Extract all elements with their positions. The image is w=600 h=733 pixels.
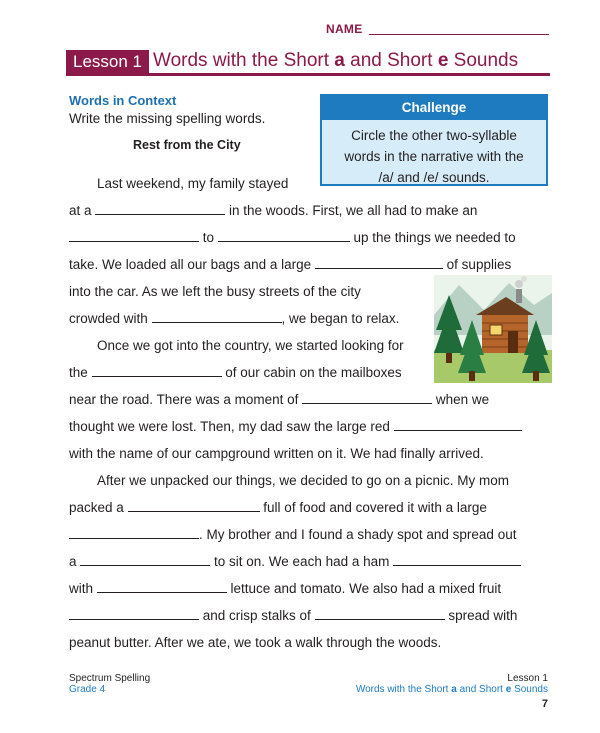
instructions: Write the missing spelling words. — [69, 111, 266, 126]
answer-blank[interactable] — [315, 608, 445, 620]
answer-blank[interactable] — [95, 203, 225, 215]
answer-blank[interactable] — [128, 500, 260, 512]
narrative-text: take. We loaded all our bags and a large — [69, 257, 315, 272]
narrative-text: up the things we needed to — [349, 230, 516, 245]
answer-blank[interactable] — [394, 419, 522, 431]
title-letter-a: a — [334, 50, 345, 71]
narrative-line — [69, 418, 522, 436]
title-part: Words with the Short — [153, 50, 335, 71]
narrative-line — [69, 553, 521, 571]
title-rule — [66, 73, 550, 76]
story-title: Rest from the City — [133, 138, 241, 152]
narrative-text: full of food and covered it with a large — [259, 500, 487, 515]
narrative-text: into the car. As we left the busy streets of the city — [69, 284, 361, 299]
narrative-text: crowded with — [69, 311, 152, 326]
narrative-line — [69, 391, 489, 409]
title-part: Sounds — [448, 50, 519, 71]
narrative-line — [69, 499, 487, 517]
narrative-text: packed a — [69, 500, 128, 515]
challenge-box — [320, 94, 548, 186]
page-number: 7 — [541, 698, 548, 710]
narrative-line — [69, 634, 441, 652]
narrative-text: to sit on. We each had a ham — [210, 554, 394, 569]
narrative-text: a — [69, 554, 81, 569]
narrative-line — [69, 202, 477, 220]
narrative-text: with the name of our campground written on it. We had finally arrived. — [69, 446, 484, 461]
answer-blank[interactable] — [302, 392, 432, 404]
footer-grade: Grade 4 — [69, 684, 106, 695]
narrative-text: in the woods. First, we all had to make an — [225, 203, 478, 218]
narrative-line — [69, 283, 361, 301]
lesson-title — [153, 49, 518, 73]
narrative-text: After we unpacked our things, we decided to go on a picnic. My mom — [97, 473, 509, 488]
answer-blank[interactable] — [92, 365, 222, 377]
footer-series: Spectrum Spelling — [69, 673, 151, 684]
narrative-line — [69, 526, 516, 544]
narrative-line — [69, 310, 399, 328]
answer-blank[interactable] — [152, 311, 282, 323]
name-field-line[interactable] — [369, 34, 549, 35]
answer-blank[interactable] — [315, 257, 443, 269]
narrative-text: . My brother and I found a shady spot and spread out — [199, 527, 517, 542]
lesson-badge: Lesson 1 — [66, 50, 149, 74]
narrative-text: at a — [69, 203, 96, 218]
narrative-text: Last weekend, my family stayed — [97, 176, 289, 191]
title-part: and Short — [344, 50, 438, 71]
narrative-text: of supplies — [442, 257, 512, 272]
narrative-text: Once we got into the country, we started looking for — [97, 338, 404, 353]
footer-lesson: Lesson 1 — [507, 673, 548, 684]
answer-blank[interactable] — [69, 527, 199, 539]
title-letter-e: e — [437, 50, 449, 71]
narrative-text: thought we were lost. Then, my dad saw the large red — [69, 419, 394, 434]
narrative-line — [97, 337, 404, 355]
narrative-line — [69, 445, 484, 463]
narrative-line — [97, 175, 288, 193]
footer-lesson-title — [356, 684, 548, 696]
narrative-line — [69, 256, 511, 274]
answer-blank[interactable] — [97, 581, 227, 593]
narrative-text: when we — [432, 392, 490, 407]
challenge-line: /a/ and /e/ sounds. — [378, 170, 490, 185]
narrative-line — [69, 364, 402, 382]
narrative-text: , we began to relax. — [281, 311, 400, 326]
narrative-line — [69, 607, 517, 625]
answer-blank[interactable] — [80, 554, 210, 566]
narrative-text: near the road. There was a moment of — [69, 392, 303, 407]
narrative-text: peanut butter. After we ate, we took a walk through the woods. — [69, 635, 442, 650]
challenge-heading: Challenge — [322, 96, 546, 120]
footer-title-letter: a — [451, 684, 457, 695]
footer-title-part: Sounds — [511, 684, 548, 695]
answer-blank[interactable] — [69, 608, 199, 620]
narrative-line — [69, 229, 516, 247]
narrative-text: with — [69, 581, 97, 596]
narrative-text: spread with — [444, 608, 518, 623]
challenge-body — [322, 120, 546, 188]
challenge-line: words in the narrative with the — [344, 149, 524, 164]
challenge-line: Circle the other two-syllable — [351, 128, 517, 143]
footer-title-part: and Short — [456, 684, 506, 695]
narrative-text: to — [199, 230, 218, 245]
footer-title-letter: e — [505, 684, 512, 695]
name-label: NAME — [326, 22, 363, 36]
answer-blank[interactable] — [393, 554, 521, 566]
narrative-line — [97, 472, 509, 490]
narrative-text: of our cabin on the mailboxes — [221, 365, 402, 380]
cabin-in-woods-icon — [434, 275, 552, 383]
narrative-text: lettuce and tomato. We also had a mixed fruit — [226, 581, 502, 596]
section-heading: Words in Context — [69, 93, 177, 108]
narrative-text: and crisp stalks of — [199, 608, 315, 623]
answer-blank[interactable] — [69, 230, 199, 242]
footer-title-part: Words with the Short — [355, 684, 452, 695]
narrative-text: the — [69, 365, 92, 380]
answer-blank[interactable] — [218, 230, 350, 242]
narrative-line — [69, 580, 501, 598]
